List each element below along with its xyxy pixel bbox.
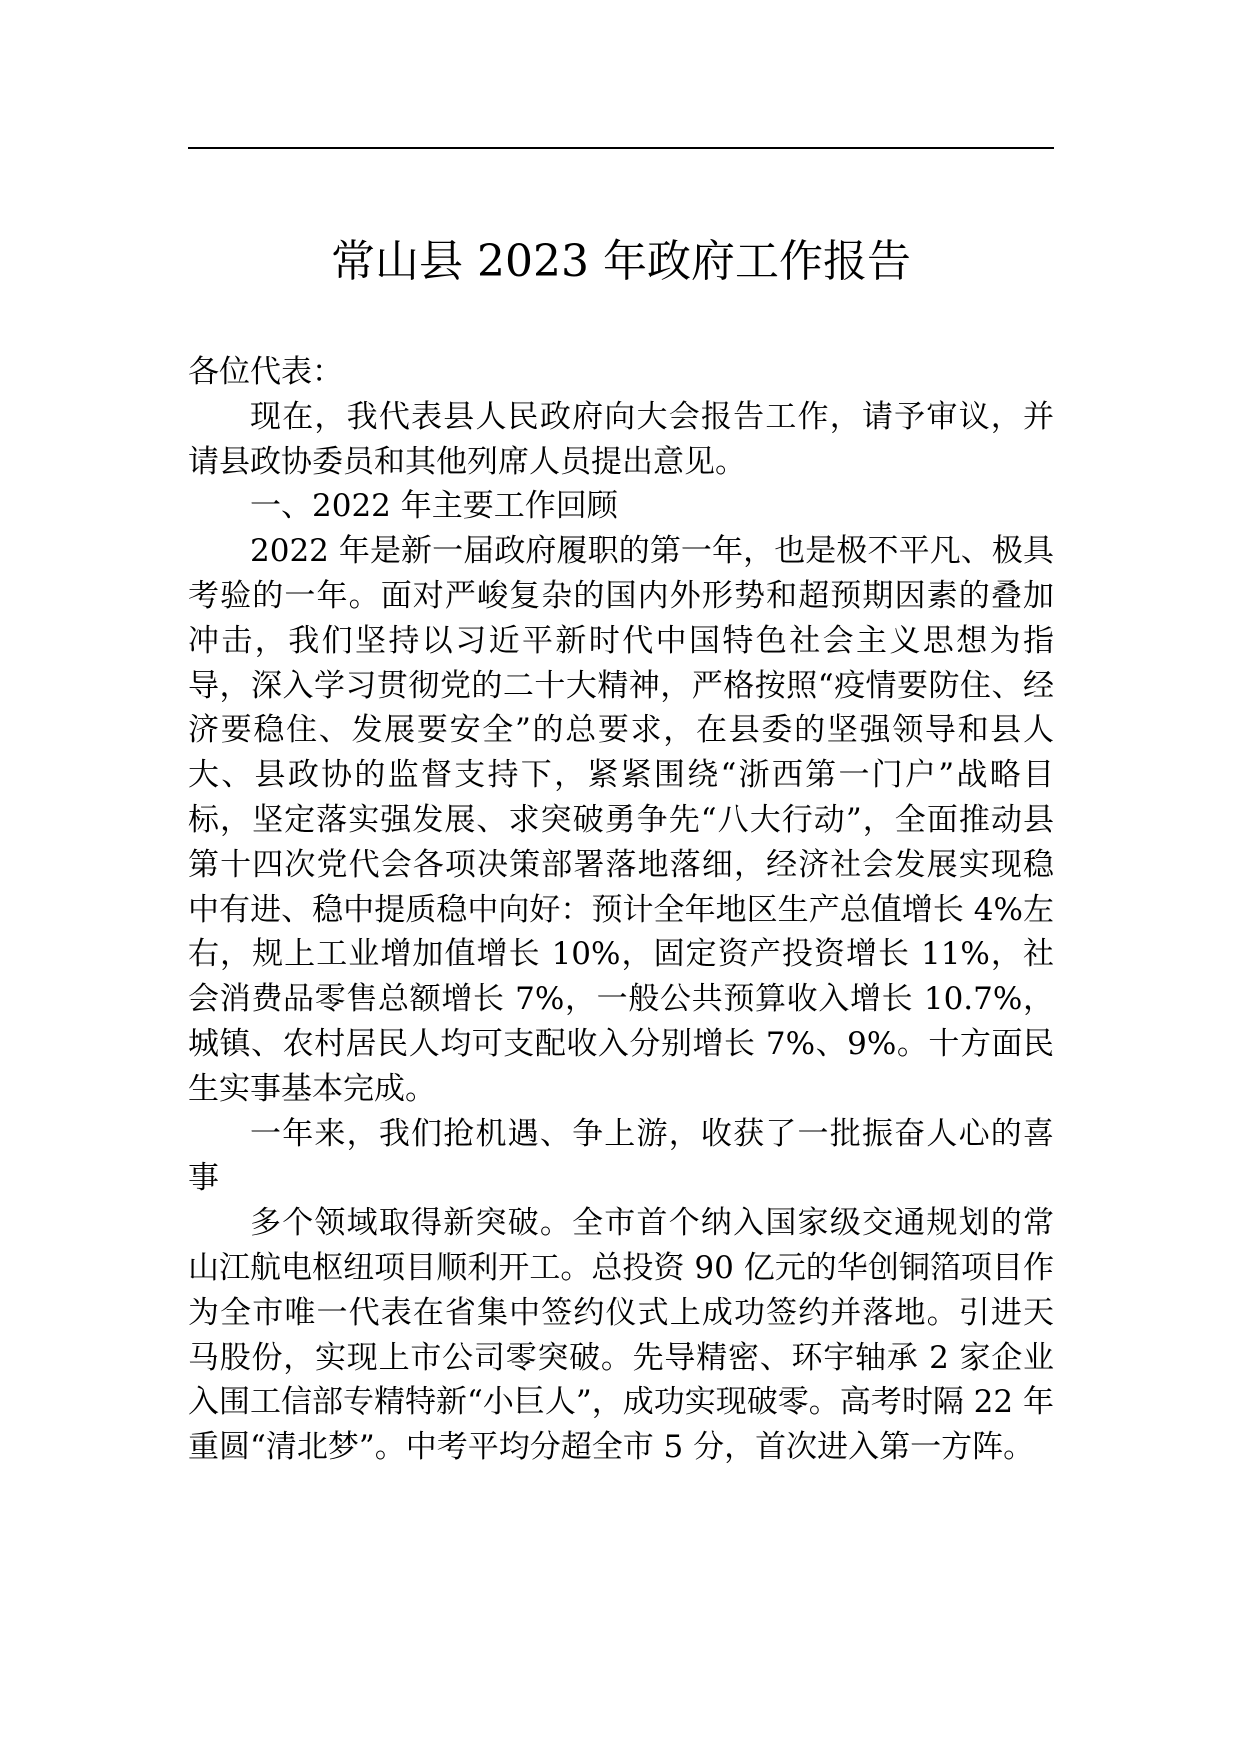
header-rule <box>188 147 1054 149</box>
document-title: 常山县 2023 年政府工作报告 <box>331 236 911 287</box>
paragraph-highlights-intro: 一年来，我们抢机遇、争上游，收获了一批振奋人心的喜事 <box>188 1115 1054 1197</box>
paragraph-review: 2022 年是新一届政府履职的第一年，也是极不平凡、极具考验的一年。面对严峻复杂的国内外形势和超预期因素的叠加冲击，我们坚持以习近平新时代中国特色社会主义思想为指导，深入学习贯彻党的二十大精神，严格按照“疫情要防住、经济要稳住、发展要安全”的总要求，在县委的坚强领导和县人大、县政协的监督支持下，紧紧围绕“浙西第一门户”战略目标，坚定落实强发展、求突破勇争先“八大行动”，全面推动县第十四次党代会各项决策部署落地落细，经济社会发展实现稳中有进、稳中提质稳中向好：预计全年地区生产总值增长 4%左右，规上工业增加值增长 10%，固定资产投资增长 11%，社会消费品零售总额增长 7%，一般公共预算收入增长 10.7%，城镇、农村居民人均可支配收入分别增长 7%、9%。十方面民生实事基本完成。 <box>188 533 1054 1107</box>
document-body <box>188 350 1054 1470</box>
paragraph-opening: 现在，我代表县人民政府向大会报告工作，请予审议，并请县政协委员和其他列席人员提出意见。 <box>188 398 1054 480</box>
section-heading: 一、2022 年主要工作回顾 <box>250 488 618 525</box>
paragraph-breakthroughs: 多个领域取得新突破。全市首个纳入国家级交通规划的常山江航电枢纽项目顺利开工。总投资 90 亿元的华创铜箔项目作为全市唯一代表在省集中签约仪式上成功签约并落地。引进天马股份，实现上市公司零突破。先导精密、环宇轴承 2 家企业入围工信部专精特新“小巨人”，成功实现破零。高考时隔 22 年重圆“清北梦”。中考平均分超全市 5 分，首次进入第一方阵。 <box>188 1205 1054 1466</box>
salutation: 各位代表： <box>188 354 343 390</box>
